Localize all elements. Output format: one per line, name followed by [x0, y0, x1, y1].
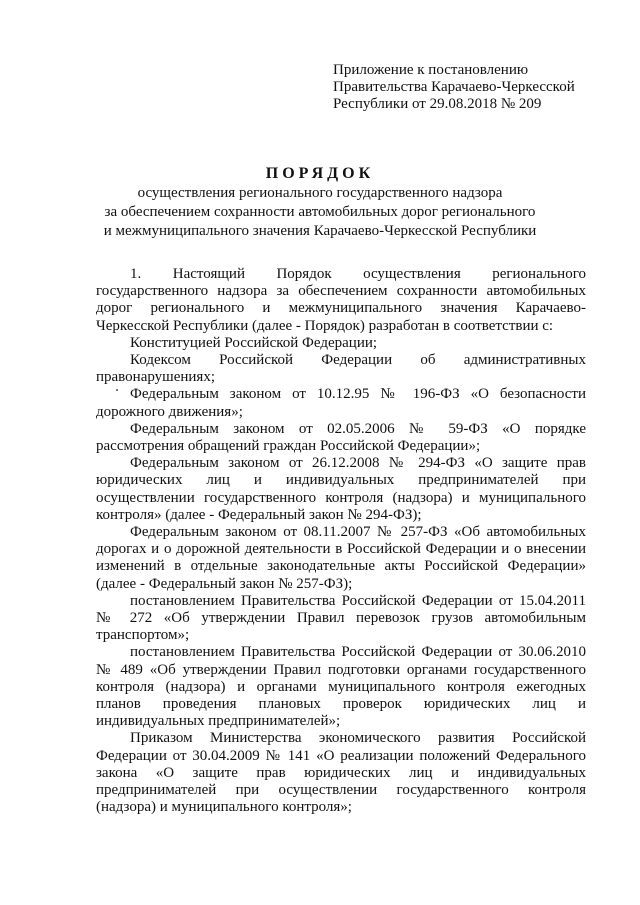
subtitle-line-2: за обеспечением сохранности автомобильных дорог регионального: [104, 204, 536, 220]
appendix-note: [333, 62, 633, 113]
paragraph-constitution: Конституцией Российской Федерации;: [130, 334, 378, 351]
paragraph-law-294: Федеральным законом от 26.12.2008 № 294-ФЗ «О защите прав юридических лиц и индивидуальных предпринимателей при осуществлении государственного контроля (надзора) и муниципального контроля» (далее - Федеральный закон № 294-ФЗ);: [96, 455, 586, 523]
subtitle-line-1: осуществления регионального государственного надзора: [137, 185, 503, 201]
paragraph-law-196: Федеральным законом от 10.12.95 № 196-ФЗ «О безопасности дорожного движения»;: [96, 386, 586, 420]
appendix-line-3: Республики от 29.08.2018 № 209: [333, 96, 542, 112]
appendix-line-1: Приложение к постановлению: [333, 62, 529, 78]
subtitle-line-3: и межмуниципального значения Карачаево-Черкесской Республики: [103, 223, 537, 239]
document-body: [96, 266, 586, 817]
document-title: ПОРЯДОК: [265, 165, 375, 182]
paragraph-law-257: Федеральным законом от 08.11.2007 № 257-ФЗ «Об автомобильных дорогах и о дорожной деятельности в Российской Федерации и о внесении изменений в отдельные законодательные акты Российской Федерации» (далее - Федеральный закон № 257-ФЗ);: [96, 524, 586, 592]
paragraph-decree-272: постановлением Правительства Российской Федерации от 15.04.2011 № 272 «Об утверждении Правил перевозок грузов автомобильным транспортом»;: [96, 592, 586, 644]
paragraph-admin-code: Кодексом Российской Федерации об административных правонарушениях;: [96, 352, 586, 386]
document-subtitle: [60, 184, 580, 241]
paragraph-order-141: Приказом Министерства экономического развития Российской Федерации от 30.04.2009 № 141 «О реализации положений Федерального закона «О защите прав юридических лиц и индивидуальных предпринимателей при осуществлении государственного контроля (надзора) и муниципального контроля»;: [96, 730, 586, 816]
paragraph-decree-489: постановлением Правительства Российской Федерации от 30.06.2010 № 489 «Об утверждении Правил подготовки органами государственного контроля (надзора) и органами муниципального контроля ежегодных планов проведения плановых проверок юридических лиц и индивидуальных предпринимателей»;: [96, 644, 586, 730]
paragraph-law-59: Федеральным законом от 02.05.2006 № 59-ФЗ «О порядке рассмотрения обращений граждан Российской Федерации»;: [96, 420, 586, 455]
appendix-line-2: Правительства Карачаево-Черкесской: [333, 79, 575, 95]
paragraph-1: 1. Настоящий Порядок осуществления регионального государственного надзора за обеспечением сохранности автомобильных дорог регионального и межмуниципального значения Карачаево-Черкесской Республики (далее - Порядок) разработан в соответствии с:: [96, 266, 586, 334]
